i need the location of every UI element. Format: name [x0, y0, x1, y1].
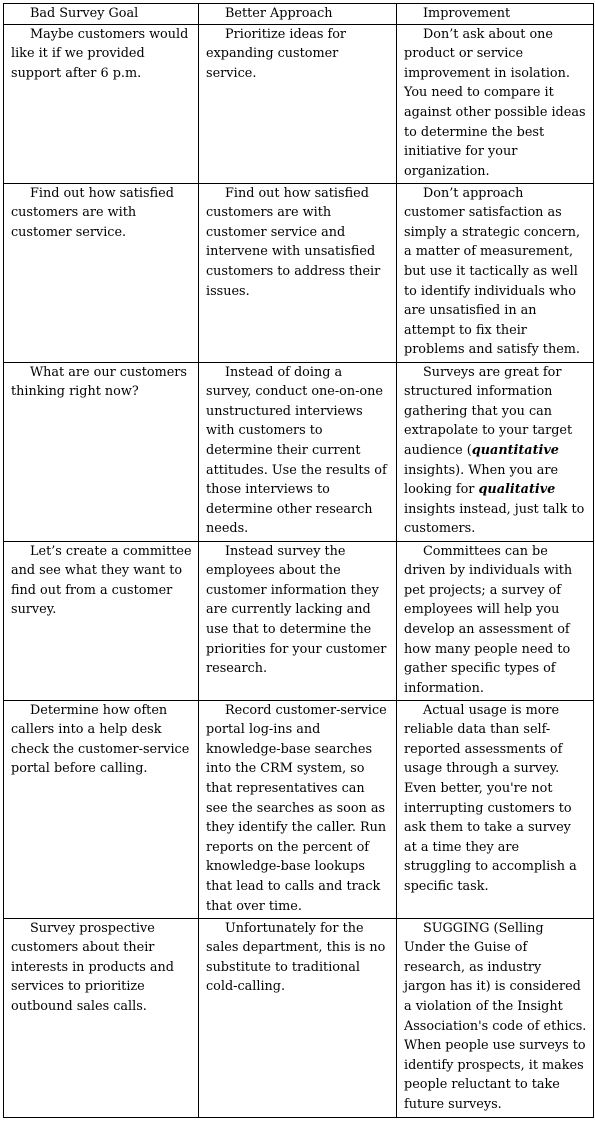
- header-better-approach: Better Approach: [199, 4, 397, 25]
- table-row: [4, 183, 594, 362]
- bad-goal-cell: Survey prospective customers about their interests in products and services to prioritize outbound sales calls.: [4, 918, 199, 1117]
- better-approach-cell: Prioritize ideas for expanding customer service.: [199, 24, 397, 183]
- improvement-cell: [397, 362, 594, 541]
- better-approach-cell: Find out how satisfied customers are with customer service and intervene with unsatisfied customers to address their issues.: [199, 183, 397, 362]
- table-header-row: [4, 4, 594, 25]
- improvement-text: Surveys are great for structured information gathering that you can extrapolate to your target audience (: [404, 364, 573, 458]
- header-bad-survey-goal: Bad Survey Goal: [4, 4, 199, 25]
- better-approach-cell: Instead survey the employees about the customer information they are currently lacking and use that to determine the priorities for your customer research.: [199, 541, 397, 700]
- emphasis-quantitative: quantitative: [471, 442, 559, 458]
- improvement-text: insights instead, just talk to customers.: [404, 501, 585, 537]
- improvement-cell: Committees can be driven by individuals with pet projects; a survey of employees will help you develop an assessment of how many people need to gather specific types of information.: [397, 541, 594, 700]
- improvement-cell: SUGGING (Selling Under the Guise of research, as industry jargon has it) is considered a violation of the Insight Association's code of ethics. When people use surveys to identify prospects, it makes people reluctant to take future surveys.: [397, 918, 594, 1117]
- better-approach-cell: Instead of doing a survey, conduct one-on-one unstructured interviews with customers to determine their current attitudes. Use the results of those interviews to determine other research needs.: [199, 362, 397, 541]
- bad-goal-cell: Let’s create a committee and see what they want to find out from a customer survey.: [4, 541, 199, 700]
- table-row: [4, 700, 594, 918]
- header-improvement: Improvement: [397, 4, 594, 25]
- bad-goal-cell: Find out how satisfied customers are with customer service.: [4, 183, 199, 362]
- better-approach-cell: Unfortunately for the sales department, this is no substitute to traditional cold-calling.: [199, 918, 397, 1117]
- table-row: [4, 541, 594, 700]
- improvement-cell: Don’t ask about one product or service improvement in isolation. You need to compare it against other possible ideas to determine the best initiative for your organization.: [397, 24, 594, 183]
- table-row: [4, 918, 594, 1117]
- improvement-text: insights). When you are looking for: [404, 462, 559, 498]
- bad-goal-cell: Determine how often callers into a help desk check the customer-service portal before calling.: [4, 700, 199, 918]
- improvement-cell: Don’t approach customer satisfaction as simply a strategic concern, a matter of measurement, but use it tactically as well to identify individuals who are unsatisfied in an attempt to fix their problems and satisfy them.: [397, 183, 594, 362]
- bad-goal-cell: What are our customers thinking right now?: [4, 362, 199, 541]
- better-approach-cell: Record customer-service portal log-ins and knowledge-base searches into the CRM system, so that representatives can see the searches as soon as they identify the caller. Run reports on the percent of knowledge-base lookups that lead to calls and track that over time.: [199, 700, 397, 918]
- table-row: [4, 362, 594, 541]
- improvement-cell: Actual usage is more reliable data than self-reported assessments of usage through a survey. Even better, you're not interrupting customers to ask them to take a survey at a time they are struggling to accomplish a specific task.: [397, 700, 594, 918]
- table-row: [4, 24, 594, 183]
- emphasis-qualitative: qualitative: [478, 482, 556, 498]
- survey-goals-table: [3, 3, 594, 1118]
- bad-goal-cell: Maybe customers would like it if we provided support after 6 p.m.: [4, 24, 199, 183]
